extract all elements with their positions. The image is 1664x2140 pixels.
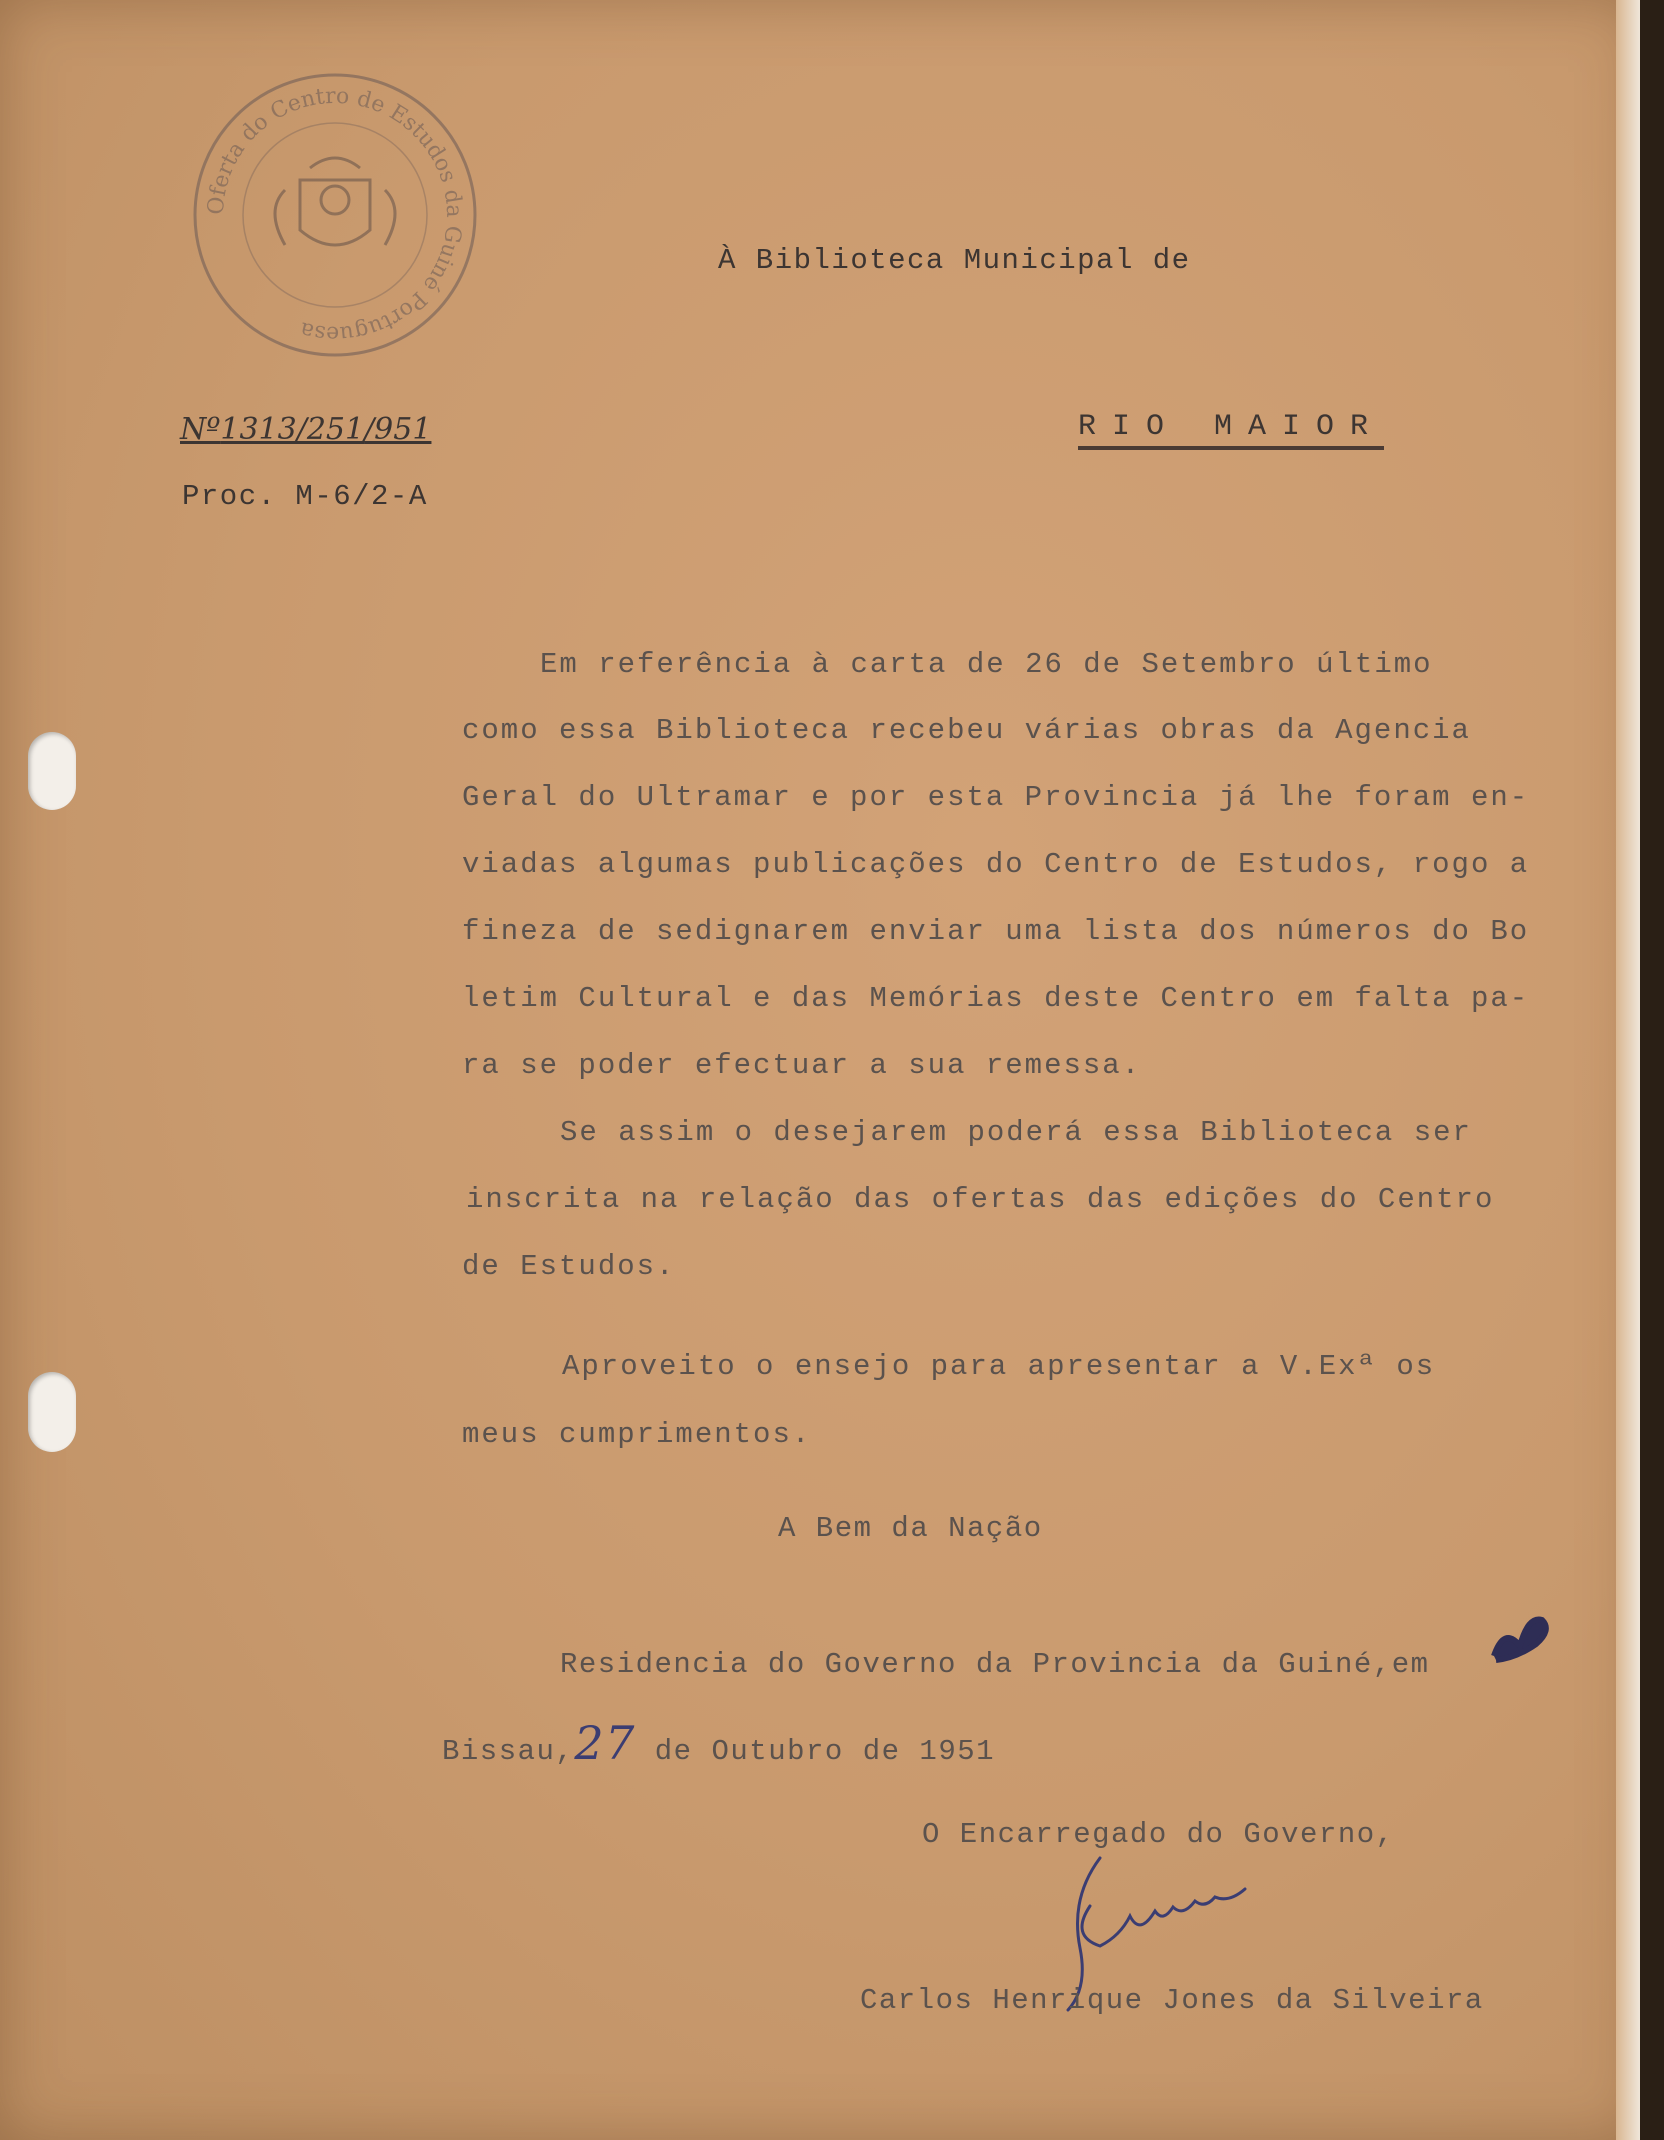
punch-hole xyxy=(28,732,76,810)
closing-salutation: A Bem da Nação xyxy=(778,1512,1043,1545)
signatory-role: O Encarregado do Governo, xyxy=(922,1818,1395,1851)
process-number: Proc. M-6/2-A xyxy=(182,480,428,513)
body-line: Em referência à carta de 26 de Setembro último xyxy=(540,648,1433,681)
body-line: inscrita na relação das ofertas das edições do Centro xyxy=(466,1183,1495,1216)
reference-prefix: Nº xyxy=(180,412,221,447)
reference-handwritten-number: 1313/251 xyxy=(220,412,365,447)
ink-strikeout-mark xyxy=(1488,1608,1558,1668)
date-prefix: Bissau, xyxy=(442,1735,575,1768)
date-suffix: de Outubro de 1951 xyxy=(654,1735,996,1768)
place-line: Residencia do Governo da Provincia da Guiné,em xyxy=(560,1648,1430,1681)
paper-edge xyxy=(1616,0,1640,2140)
body-line: Geral do Ultramar e por esta Provincia já lhe foram en- xyxy=(462,781,1530,814)
destination-city: RIO MAIOR xyxy=(1078,410,1384,450)
handwritten-day: 27 xyxy=(574,1716,636,1770)
body-line: viadas algumas publicações do Centro de Estudos, rogo a xyxy=(462,848,1530,881)
body-line: letim Cultural e das Memórias deste Centro em falta pa- xyxy=(462,982,1530,1015)
body-line: fineza de sedignarem enviar uma lista dos números do Bo xyxy=(462,915,1530,948)
signatory-name: Carlos Henrique Jones da Silveira xyxy=(860,1984,1484,2017)
body-line: como essa Biblioteca recebeu várias obras da Agencia xyxy=(462,714,1471,747)
body-line: Se assim o desejarem poderá essa Biblioteca ser xyxy=(560,1116,1472,1149)
body-line: Aproveito o ensejo para apresentar a V.Exª os xyxy=(562,1350,1436,1383)
body-line: de Estudos. xyxy=(462,1250,676,1283)
addressee-line: À Biblioteca Municipal de xyxy=(718,244,1191,277)
date-line xyxy=(442,1716,995,1770)
ink-stamp-seal xyxy=(190,70,480,360)
punch-hole xyxy=(28,1372,76,1452)
body-line: ra se poder efectuar a sua remessa. xyxy=(462,1049,1142,1082)
seal-text: Oferta do Centro de Estudos da Guiné Portuguesa xyxy=(203,83,467,347)
reference-year: /951 xyxy=(364,412,432,447)
body-line: meus cumprimentos. xyxy=(462,1418,812,1451)
reference-number xyxy=(180,412,431,449)
